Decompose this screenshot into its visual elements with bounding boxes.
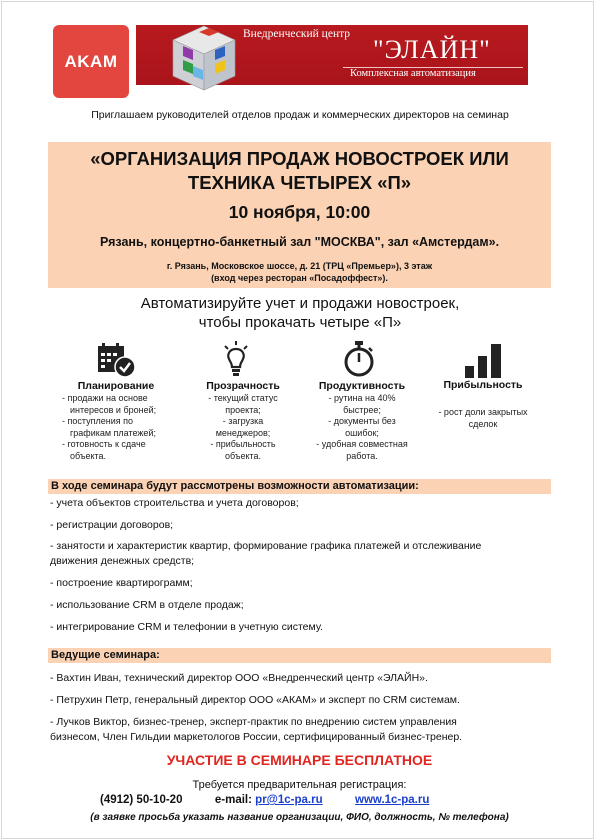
feature-title-profitability: Прибыльность [443,379,523,391]
feature-line: - документы без [328,416,396,426]
phone-number: (4912) 50-10-20 [100,794,183,806]
seminar-title-line1: «ОРГАНИЗАЦИЯ ПРОДАЖ НОВОСТРОЕК ИЛИ [90,148,509,169]
speaker-item: - Вахтин Иван, технический директор ООО «Внедренческий центр «ЭЛАЙН». [50,672,428,684]
feature-line: интересов и броней; [70,404,157,415]
speaker-item: - Лучков Виктор, бизнес-тренер, эксперт-практик по внедрению систем управления [50,716,457,728]
feature-title-productivity: Продуктивность [318,380,406,392]
feature-text-profitability [424,407,542,430]
feature-title-planning: Планирование [77,380,155,392]
seminar-title [48,147,551,195]
speaker-item: - Петрухин Петр, генеральный директор ООО «АКАМ» и эксперт по CRM системам. [50,694,460,706]
feature-line: - поступления по [62,416,133,426]
registration-note: (в заявке просьба указать название организации, ФИО, должность, № телефона) [90,812,509,823]
feature-line: проекта; [225,404,261,415]
feature-line: менеджеров; [215,427,271,438]
speaker-item: бизнесом, Член Гильдии маркетологов России, сертифицированный бизнес-тренер. [50,731,463,743]
automation-item: - интегрирование CRM и телефонии в учетную систему. [50,621,323,633]
automation-item: - учета объектов строительства и учета договоров; [50,497,299,509]
feature-line: объекта. [224,450,262,461]
automation-item: движения денежных средств; [50,555,195,567]
feature-text-productivity [304,393,420,462]
registration-text: Требуется предварительная регистрация: [192,779,407,791]
feature-text-transparency [188,393,298,462]
seminar-venue: Рязань, концертно-банкетный зал "МОСКВА", зал «Амстердам». [99,235,500,249]
seminar-address [48,260,551,284]
seminar-date: 10 ноября, 10:00 [228,202,371,222]
feature-line: - текущий статус [208,393,278,403]
akam-logo-text: AKAM [64,51,118,71]
elain-tagline: Комплексная автоматизация [350,68,476,79]
stopwatch-icon [342,340,376,378]
feature-line: - продажи на основе [62,393,148,403]
seminar-address-line1: г. Рязань, Московское шоссе, д. 21 (ТРЦ «Премьер»), 3 этаж [166,261,433,271]
feature-line: - загрузка [222,416,264,426]
feature-title-transparency: Прозрачность [206,380,280,392]
invite-text: Приглашаем руководителей отделов продаж и коммерческих директоров на семинар [91,109,509,121]
feature-line: графикам платежей; [70,427,156,438]
elain-name: "ЭЛАЙН" [373,35,491,64]
akam-logo [53,25,129,98]
slogan-line1: Автоматизируйте учет и продажи новостроек, [140,295,460,312]
feature-line: - готовность к сдаче [62,439,146,449]
bar-chart-icon [464,342,502,378]
feature-line: быстрее; [343,404,381,415]
slogan-line2: чтобы прокачать четыре «П» [198,314,402,331]
automation-item: - построение квартирограмм; [50,577,193,589]
email-link[interactable]: pr@1c-pa.ru [255,794,323,806]
automation-item: - регистрации договоров; [50,519,174,531]
speakers-header: Ведущие семинара: [48,648,551,663]
feature-line: работа. [346,450,378,461]
seminar-title-line2: ТЕХНИКА ЧЕТЫРЕХ «П» [187,172,412,193]
feature-text-planning [62,393,190,462]
elain-subtitle: Внедренческий центр [243,28,351,40]
feature-line: - прибыльность [210,439,276,449]
website-link[interactable]: www.1c-pa.ru [355,794,430,806]
free-participation: УЧАСТИЕ В СЕМИНАРЕ БЕСПЛАТНОЕ [166,752,433,768]
calendar-check-icon [96,342,136,378]
contacts-line [100,794,429,806]
feature-line: - удобная совместная [316,439,408,449]
feature-line: ошибок; [345,427,379,438]
feature-line: - рост доли закрытых [438,407,528,417]
feature-line: сделок [468,418,498,429]
lightbulb-icon [222,340,250,378]
feature-line: объекта. [70,450,107,461]
automation-header: В ходе семинара будут рассмотрены возможности автоматизации: [48,479,551,494]
automation-item: - занятости и характеристик квартир, формирование графика платежей и отслеживание [50,540,482,552]
email-label: e-mail: [214,794,252,806]
automation-item: - использование CRM в отделе продаж; [50,599,244,611]
elain-cube-logo [165,20,243,98]
feature-line: - рутина на 40% [328,393,396,403]
slogan [60,294,540,332]
seminar-address-line2: (вход через ресторан «Посадоффест»). [211,273,388,283]
